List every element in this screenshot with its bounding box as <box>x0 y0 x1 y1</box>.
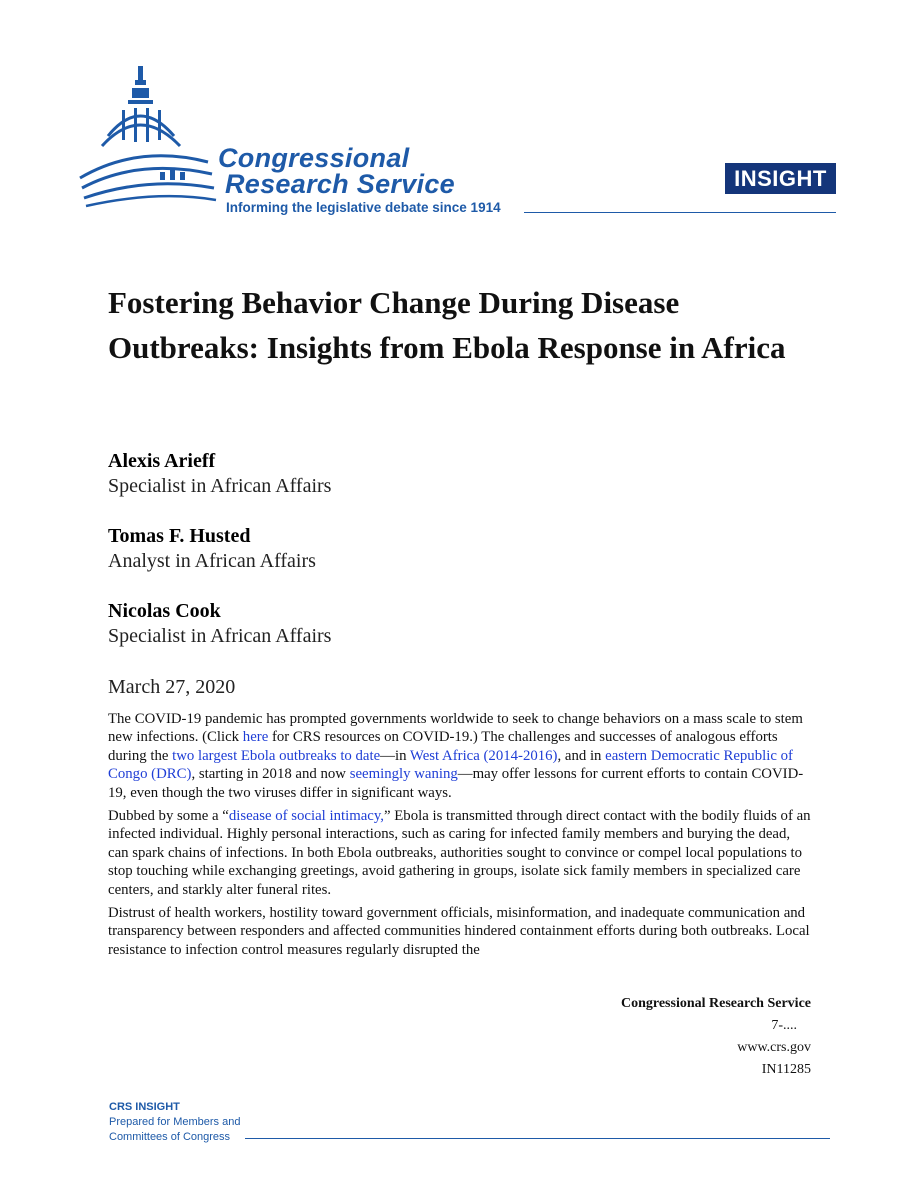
footer-number-text: 7-.... <box>771 1018 797 1033</box>
footer-url[interactable]: www.crs.gov <box>737 1040 811 1055</box>
author-block <box>108 524 316 574</box>
author-role: Analyst in African Affairs <box>108 550 316 572</box>
footer-rule <box>245 1138 830 1139</box>
logo-text-line1: Congressional <box>218 143 410 173</box>
report-title: Fostering Behavior Change During Disease Outbreaks: Insights from Ebola Response in Africa <box>108 285 786 365</box>
body-paragraph: Distrust of health workers, hostility toward government officials, misinformation, and inadequate communication and transparency between responders and affected communities hindered containment efforts during both outbreaks. Local resistance to infection control measures regularly disrupted the <box>108 905 810 958</box>
logo-text-line2: Research Service <box>225 169 455 199</box>
author-block <box>108 599 331 649</box>
crs-resources-link[interactable]: here <box>242 729 269 746</box>
insight-badge: INSIGHT <box>725 163 836 194</box>
footer-org: Congressional Research Service <box>620 996 811 1011</box>
paragraph-text: for CRS resources on COVID-19.) The challenges and successes of analogous efforts during the <box>108 729 778 764</box>
footer-number <box>621 1015 811 1037</box>
footer-info <box>621 993 811 1081</box>
paragraph-text: , starting in 2018 and now <box>191 766 350 783</box>
header-rule <box>524 212 836 213</box>
author-role: Specialist in African Affairs <box>108 475 332 497</box>
author-name: Nicolas Cook <box>108 600 221 622</box>
footer-left-line2: Committees of Congress <box>109 1131 231 1143</box>
ebola-outbreaks-link[interactable]: two largest Ebola outbreaks to date <box>172 747 381 764</box>
paragraph-text: ” Ebola is transmitted through direct contact with the bodily fluids of an infected individual. Highly personal interactions, such as caring for infected family members and burying the dead, can spark chains of infections. In both Ebola outbreaks, authorities sought to convince or compel local populations to stop touching while exchanging greetings, avoid gathering in groups, isolate sick family members in specialized care centers, and starkly alter funeral rites. <box>108 808 811 898</box>
report-body <box>108 710 814 964</box>
drc-link[interactable]: eastern Democratic Republic of Congo (DRC) <box>108 747 793 783</box>
publication-date: March 27, 2020 <box>108 676 236 698</box>
crs-header-logo <box>78 66 838 226</box>
capitol-dome-icon <box>78 66 218 216</box>
paragraph-text: —may offer lessons for current efforts to contain COVID-19, even though the two viruses differ in significant ways. <box>108 766 804 801</box>
author-name: Alexis Arieff <box>108 450 216 472</box>
footer-crs-insight <box>109 1100 240 1145</box>
footer-left-title: CRS INSIGHT <box>109 1101 180 1113</box>
paragraph-text: Dubbed by some a “ <box>108 808 229 825</box>
logo-tagline: Informing the legislative debate since 1914 <box>226 200 501 215</box>
seemingly-waning-link[interactable]: seemingly waning <box>349 766 458 783</box>
body-paragraph <box>108 807 814 899</box>
west-africa-link[interactable]: West Africa (2014-2016) <box>409 747 558 764</box>
body-paragraph <box>108 710 814 802</box>
footer-id: IN11285 <box>761 1062 811 1077</box>
author-role: Specialist in African Affairs <box>108 625 332 647</box>
footer-left-line1: Prepared for Members and <box>109 1116 241 1128</box>
paragraph-text: The COVID-19 pandemic has prompted governments worldwide to seek to change behaviors on a mass scale to stem new infections. (Click <box>108 711 803 746</box>
social-intimacy-link[interactable]: disease of social intimacy, <box>228 808 384 825</box>
paragraph-text: , and in <box>557 747 606 764</box>
author-block <box>108 449 331 499</box>
author-name: Tomas F. Husted <box>108 525 251 547</box>
paragraph-text: —in <box>380 747 410 764</box>
